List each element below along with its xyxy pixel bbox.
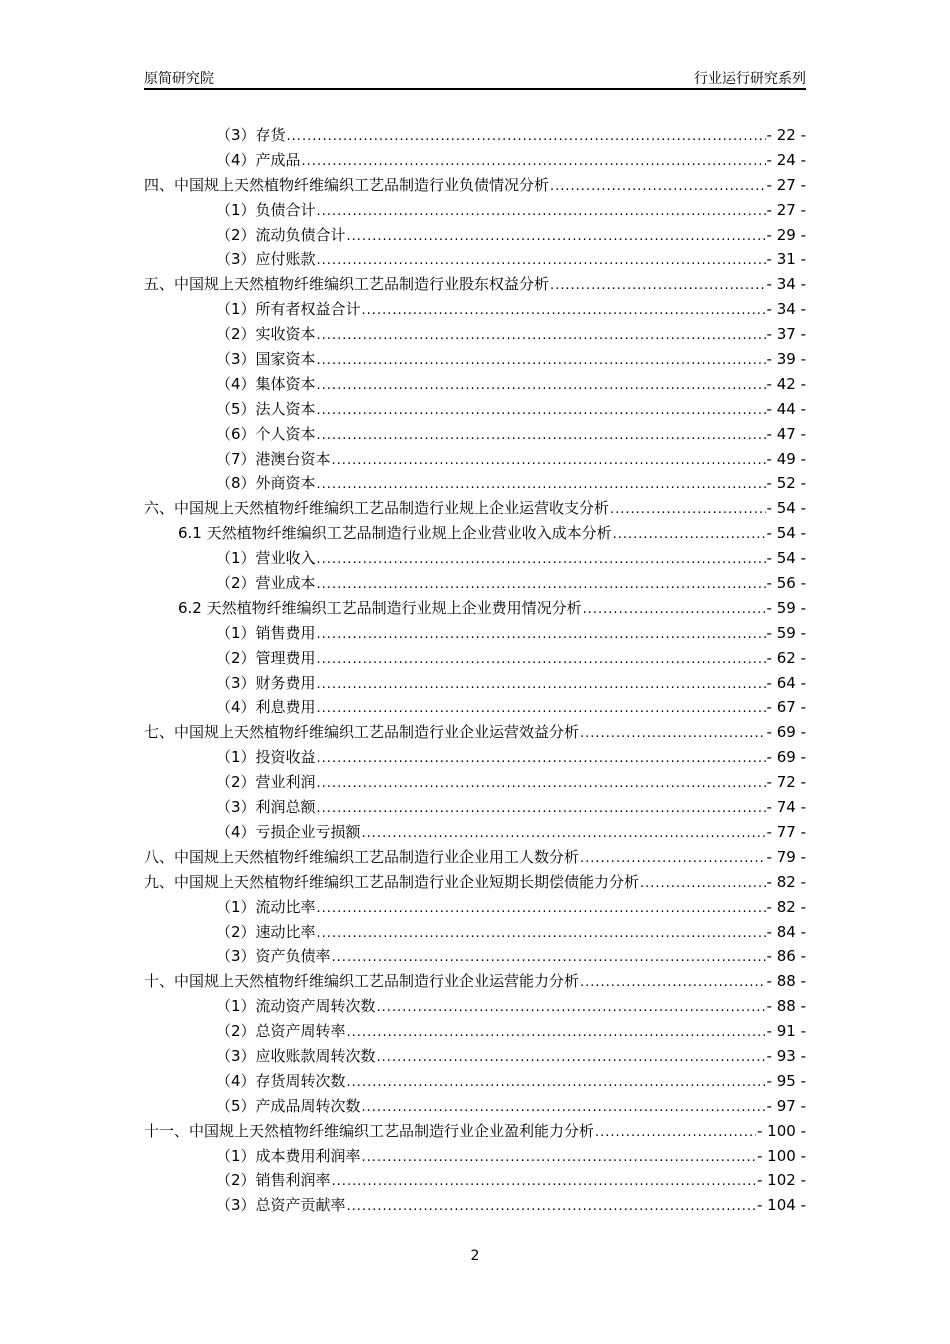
toc-dot-leader: [317, 328, 766, 343]
toc-dot-leader: [317, 677, 766, 692]
toc-entry-page: - 27 -: [766, 175, 806, 194]
toc-entry-page: - 49 -: [766, 449, 806, 468]
toc-dot-leader: [580, 726, 766, 741]
toc-entry-page: - 82 -: [766, 872, 806, 891]
page-number: 2: [470, 1248, 480, 1264]
toc-entry-title: （2）实收资本: [216, 325, 316, 344]
toc-entry[interactable]: [144, 597, 806, 622]
toc-dot-leader: [332, 950, 766, 965]
toc-dot-leader: [362, 826, 766, 841]
toc-dot-leader: [317, 204, 766, 219]
toc-dot-leader: [583, 602, 766, 617]
toc-entry[interactable]: [144, 622, 806, 647]
toc-entry[interactable]: [144, 696, 806, 721]
toc-entry-page: - 24 -: [766, 150, 806, 169]
toc-entry-title: （1）投资收益: [216, 748, 316, 767]
toc-entry[interactable]: [144, 373, 806, 398]
toc-dot-leader: [317, 378, 766, 393]
toc-entry-page: - 77 -: [766, 822, 806, 841]
toc-entry-title: （1）负债合计: [216, 200, 316, 219]
toc-entry-title: （4）存货周转次数: [216, 1071, 346, 1090]
page-header: [144, 64, 806, 90]
toc-entry[interactable]: [144, 323, 806, 348]
toc-entry[interactable]: [144, 970, 806, 995]
toc-entry-page: - 59 -: [766, 598, 806, 617]
toc-entry-title: （3）应收账款周转次数: [216, 1046, 376, 1065]
toc-entry[interactable]: [144, 721, 806, 746]
toc-entry-title: （4）集体资本: [216, 374, 316, 393]
toc-entry-title: 十、中国规上天然植物纤维编织工艺品制造行业企业运营能力分析: [144, 972, 580, 991]
toc-entry[interactable]: [144, 945, 806, 970]
toc-entry[interactable]: [144, 572, 806, 597]
toc-entry-title: （1）成本费用利润率: [216, 1146, 361, 1165]
toc-entry[interactable]: [144, 149, 806, 174]
toc-entry[interactable]: [144, 1095, 806, 1120]
toc-entry-page: - 79 -: [766, 847, 806, 866]
toc-entry[interactable]: [144, 398, 806, 423]
toc-entry[interactable]: [144, 672, 806, 697]
toc-entry[interactable]: [144, 995, 806, 1020]
toc-entry[interactable]: [144, 1020, 806, 1045]
toc-entry[interactable]: [144, 1169, 806, 1194]
toc-entry[interactable]: [144, 423, 806, 448]
toc-dot-leader: [317, 776, 766, 791]
toc-entry-title: （8）外商资本: [216, 474, 316, 493]
toc-entry[interactable]: [144, 771, 806, 796]
toc-entry[interactable]: [144, 124, 806, 149]
toc-dot-leader: [613, 527, 766, 542]
toc-dot-leader: [362, 1100, 766, 1115]
toc-entry-title: （1）销售费用: [216, 623, 316, 642]
toc-entry-page: - 62 -: [766, 648, 806, 667]
toc-entry[interactable]: [144, 896, 806, 921]
toc-entry-title: （5）产成品周转次数: [216, 1096, 361, 1115]
toc-dot-leader: [362, 303, 766, 318]
toc-entry[interactable]: [144, 1145, 806, 1170]
toc-dot-leader: [362, 1150, 756, 1165]
toc-entry[interactable]: [144, 298, 806, 323]
toc-entry-title: 四、中国规上天然植物纤维编织工艺品制造行业负债情况分析: [144, 175, 550, 194]
toc-entry-title: （1）流动比率: [216, 897, 316, 916]
toc-dot-leader: [317, 901, 766, 916]
toc-entry-title: （3）财务费用: [216, 673, 316, 692]
toc-entry-title: （5）法人资本: [216, 399, 316, 418]
toc-dot-leader: [580, 975, 766, 990]
toc-entry-title: （3）存货: [216, 126, 286, 144]
toc-dot-leader: [347, 1199, 756, 1214]
toc-entry-title: （2）流动负债合计: [216, 225, 346, 244]
toc-dot-leader: [317, 253, 766, 268]
toc-entry[interactable]: [144, 1070, 806, 1095]
toc-dot-leader: [332, 1174, 756, 1189]
toc-entry-title: （1）流动资产周转次数: [216, 997, 376, 1016]
toc-entry-title: （2）销售利润率: [216, 1171, 331, 1190]
toc-entry-page: - 34 -: [766, 300, 806, 319]
toc-entry[interactable]: [144, 871, 806, 896]
toc-entry-title: （2）管理费用: [216, 648, 316, 667]
toc-entry-page: - 37 -: [766, 325, 806, 344]
toc-entry-title: 九、中国规上天然植物纤维编织工艺品制造行业企业短期长期偿债能力分析: [144, 872, 640, 891]
toc-entry[interactable]: [144, 796, 806, 821]
toc-entry-title: 6.2 天然植物纤维编织工艺品制造行业规上企业费用情况分析: [178, 598, 582, 617]
toc-dot-leader: [317, 403, 766, 418]
toc-entry-page: - 69 -: [766, 748, 806, 767]
toc-entry-page: - 52 -: [766, 474, 806, 493]
toc-entry-page: - 39 -: [766, 350, 806, 369]
toc-entry-page: - 97 -: [766, 1096, 806, 1115]
toc-dot-leader: [550, 278, 766, 293]
toc-entry-title: 五、中国规上天然植物纤维编织工艺品制造行业股东权益分析: [144, 275, 550, 294]
toc-entry-title: （1）营业收入: [216, 549, 316, 568]
toc-entry-page: - 67 -: [766, 698, 806, 717]
toc-dot-leader: [332, 453, 766, 468]
toc-dot-leader: [317, 552, 766, 567]
toc-entry-title: （3）资产负债率: [216, 947, 331, 966]
toc-dot-leader: [595, 1125, 756, 1140]
toc-entry-title: （4）产成品: [216, 150, 301, 169]
header-org-name: 原简研究院: [144, 71, 214, 87]
toc-entry-page: - 91 -: [766, 1022, 806, 1041]
toc-entry-page: - 104 -: [757, 1196, 806, 1215]
toc-entry[interactable]: [144, 224, 806, 249]
toc-entry-title: 七、中国规上天然植物纤维编织工艺品制造行业企业运营效益分析: [144, 723, 580, 742]
toc-entry[interactable]: [144, 647, 806, 672]
toc-entry-page: - 100 -: [757, 1121, 806, 1140]
toc-entry-page: - 74 -: [766, 798, 806, 817]
toc-dot-leader: [317, 801, 766, 816]
toc-entry[interactable]: [144, 522, 806, 547]
toc-entry-page: - 69 -: [766, 723, 806, 742]
toc-entry[interactable]: [144, 174, 806, 199]
toc-entry[interactable]: [144, 448, 806, 473]
toc-entry-title: （4）亏损企业亏损额: [216, 822, 361, 841]
toc-dot-leader: [317, 627, 766, 642]
toc-entry[interactable]: [144, 921, 806, 946]
toc-entry-page: - 100 -: [757, 1146, 806, 1165]
toc-entry-title: 十一、中国规上天然植物纤维编织工艺品制造行业企业盈利能力分析: [144, 1121, 595, 1140]
toc-entry-title: （3）国家资本: [216, 350, 316, 369]
toc-entry-page: - 47 -: [766, 424, 806, 443]
toc-entry-page: - 88 -: [766, 997, 806, 1016]
toc-dot-leader: [302, 154, 766, 169]
toc-entry-page: - 44 -: [766, 399, 806, 418]
toc-entry[interactable]: [144, 1045, 806, 1070]
toc-dot-leader: [347, 1075, 766, 1090]
toc-dot-leader: [317, 701, 766, 716]
toc-entry[interactable]: [144, 199, 806, 224]
toc-dot-leader: [317, 652, 766, 667]
toc-entry-title: （2）营业成本: [216, 574, 316, 593]
toc-entry-title: （2）营业利润: [216, 773, 316, 792]
toc-dot-leader: [347, 229, 766, 244]
toc-entry-title: （7）港澳台资本: [216, 449, 331, 468]
toc-entry-page: - 54 -: [766, 499, 806, 518]
toc-entry-title: （1）所有者权益合计: [216, 300, 361, 319]
toc-entry[interactable]: [144, 1120, 806, 1145]
toc-entry-title: （4）利息费用: [216, 698, 316, 717]
toc-entry[interactable]: [144, 472, 806, 497]
toc-entry-page: - 54 -: [766, 524, 806, 543]
toc-entry-page: - 64 -: [766, 673, 806, 692]
toc-entry-title: 6.1 天然植物纤维编织工艺品制造行业规上企业营业收入成本分析: [178, 524, 612, 543]
toc-dot-leader: [317, 926, 766, 941]
toc-entry[interactable]: [144, 547, 806, 572]
toc-entry-page: - 95 -: [766, 1071, 806, 1090]
toc-entry-page: - 22 -: [766, 126, 806, 144]
header-series-name: 行业运行研究系列: [694, 71, 806, 87]
toc-entry-title: （3）利润总额: [216, 798, 316, 817]
toc-entry-title: 八、中国规上天然植物纤维编织工艺品制造行业企业用工人数分析: [144, 847, 580, 866]
toc-entry-title: 六、中国规上天然植物纤维编织工艺品制造行业规上企业运营收支分析: [144, 499, 610, 518]
toc-dot-leader: [580, 851, 766, 866]
toc-dot-leader: [610, 502, 766, 517]
toc-entry-page: - 59 -: [766, 623, 806, 642]
toc-entry-title: （2）总资产周转率: [216, 1022, 346, 1041]
toc-entry[interactable]: [144, 273, 806, 298]
toc-entry-title: （3）总资产贡献率: [216, 1196, 346, 1215]
toc-entry-page: - 29 -: [766, 225, 806, 244]
toc-entry-title: （3）应付账款: [216, 250, 316, 269]
toc-entry-page: - 72 -: [766, 773, 806, 792]
toc-dot-leader: [317, 577, 766, 592]
toc-dot-leader: [550, 179, 766, 194]
toc-entry[interactable]: [144, 497, 806, 522]
toc-entry-page: - 34 -: [766, 275, 806, 294]
toc-entry-page: - 82 -: [766, 897, 806, 916]
toc-entry-page: - 88 -: [766, 972, 806, 991]
toc-entry-title: （2）速动比率: [216, 922, 316, 941]
toc-dot-leader: [377, 1000, 766, 1015]
toc-dot-leader: [287, 129, 766, 144]
toc-dot-leader: [317, 751, 766, 766]
toc-dot-leader: [317, 477, 766, 492]
toc-entry[interactable]: [144, 746, 806, 771]
toc-dot-leader: [317, 428, 766, 443]
table-of-contents: [144, 124, 806, 1219]
toc-entry-page: - 42 -: [766, 374, 806, 393]
toc-entry-page: - 93 -: [766, 1046, 806, 1065]
toc-entry[interactable]: [144, 821, 806, 846]
toc-entry-page: - 54 -: [766, 549, 806, 568]
toc-entry-page: - 56 -: [766, 574, 806, 593]
toc-entry[interactable]: [144, 1194, 806, 1219]
toc-entry-page: - 86 -: [766, 947, 806, 966]
toc-entry-page: - 27 -: [766, 200, 806, 219]
toc-entry-title: （6）个人资本: [216, 424, 316, 443]
toc-entry[interactable]: [144, 846, 806, 871]
toc-entry-page: - 102 -: [757, 1171, 806, 1190]
toc-entry[interactable]: [144, 248, 806, 273]
toc-dot-leader: [347, 1025, 766, 1040]
toc-entry-page: - 31 -: [766, 250, 806, 269]
toc-entry[interactable]: [144, 348, 806, 373]
toc-dot-leader: [640, 876, 766, 891]
toc-dot-leader: [317, 353, 766, 368]
toc-dot-leader: [377, 1050, 766, 1065]
toc-entry-page: - 84 -: [766, 922, 806, 941]
